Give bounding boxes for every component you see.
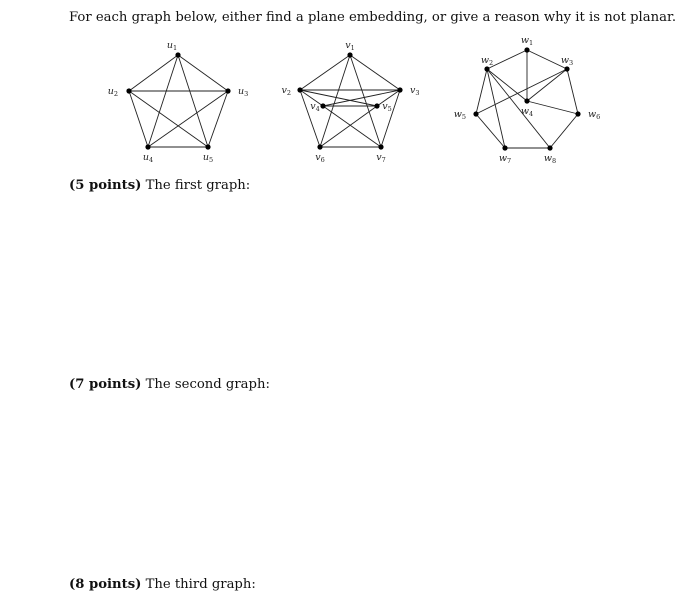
vertex-label-v3: $v_3$ [410,85,420,97]
graph-u [108,40,249,164]
vertex-u3 [225,88,230,93]
edge-w6-w4 [527,101,578,114]
vertex-label-w7: $w_7$ [498,153,512,165]
vertex-v4 [320,103,325,108]
vertex-v7 [378,144,383,149]
part-2-prompt [69,377,270,392]
edge-u3-u4 [148,91,228,147]
edge-v1-v3 [350,55,400,90]
graph-w [454,35,601,165]
edge-u1-u4 [148,55,178,147]
edge-w5-w7 [476,114,505,148]
edge-v5-v6 [320,106,377,147]
vertex-label-v4: $v_4$ [310,101,320,113]
part-2-points: (7 points) [69,377,142,392]
vertex-label-u2: $u_2$ [107,86,118,98]
vertex-v1 [347,52,352,57]
edge-u3-u5 [208,91,228,147]
vertex-u4 [145,144,150,149]
edge-v3-v7 [381,90,400,147]
edge-v2-v6 [300,90,320,147]
edge-u1-u5 [178,55,208,147]
vertex-label-w1: $w_1$ [520,35,534,47]
vertex-w2 [484,66,489,71]
vertex-w3 [564,66,569,71]
vertex-label-w4: $w_4$ [520,106,534,118]
vertex-label-v2: $v_2$ [281,85,291,97]
vertex-label-v1: $v_1$ [345,40,355,52]
vertex-w6 [575,111,580,116]
edge-v4-v7 [323,106,381,147]
edge-u2-u4 [129,91,148,147]
part-1-prompt [69,178,250,193]
graph-figures [0,0,700,180]
vertex-label-w6: $w_6$ [588,109,601,121]
instructions-text: For each graph below, either find a plane embedding, or give a reason why it is not planar. [69,10,677,25]
vertex-v5 [374,103,379,108]
part-3-points: (8 points) [69,577,142,592]
vertex-label-v7: $v_7$ [376,152,386,164]
vertex-label-w5: $w_5$ [453,109,466,121]
vertex-label-w2: $w_2$ [480,55,494,67]
vertex-u2 [126,88,131,93]
edge-u2-u5 [129,91,208,147]
vertex-label-u4: $u_4$ [142,152,154,164]
edge-v1-v2 [300,55,350,90]
vertex-label-v6: $v_6$ [315,152,325,164]
edge-w3-w4 [527,69,567,101]
graph-v [281,40,419,164]
vertex-label-w3: $w_3$ [560,55,574,67]
part-3-text: The third graph: [145,577,256,592]
vertex-v2 [297,87,302,92]
vertex-label-u1: $u_1$ [166,40,178,52]
vertex-u5 [205,144,210,149]
vertex-w7 [502,145,507,150]
part-2-text: The second graph: [145,377,270,392]
vertex-w5 [473,111,478,116]
part-1-text: The first graph: [145,178,251,193]
vertex-label-v5: $v_5$ [382,101,392,113]
part-1-points: (5 points) [69,178,142,193]
vertex-v6 [317,144,322,149]
vertex-label-u5: $u_5$ [202,152,214,164]
edge-u1-u2 [129,55,178,91]
edge-w6-w8 [550,114,578,148]
vertex-u1 [175,52,180,57]
edge-u1-u3 [178,55,228,91]
edge-w3-w6 [567,69,578,114]
vertex-label-u3: $u_3$ [238,86,249,98]
vertex-w4 [524,98,529,103]
vertex-label-w8: $w_8$ [543,153,557,165]
vertex-w1 [524,47,529,52]
vertex-w8 [547,145,552,150]
edge-w2-w5 [476,69,487,114]
part-3-prompt [69,577,256,592]
vertex-v3 [397,87,402,92]
